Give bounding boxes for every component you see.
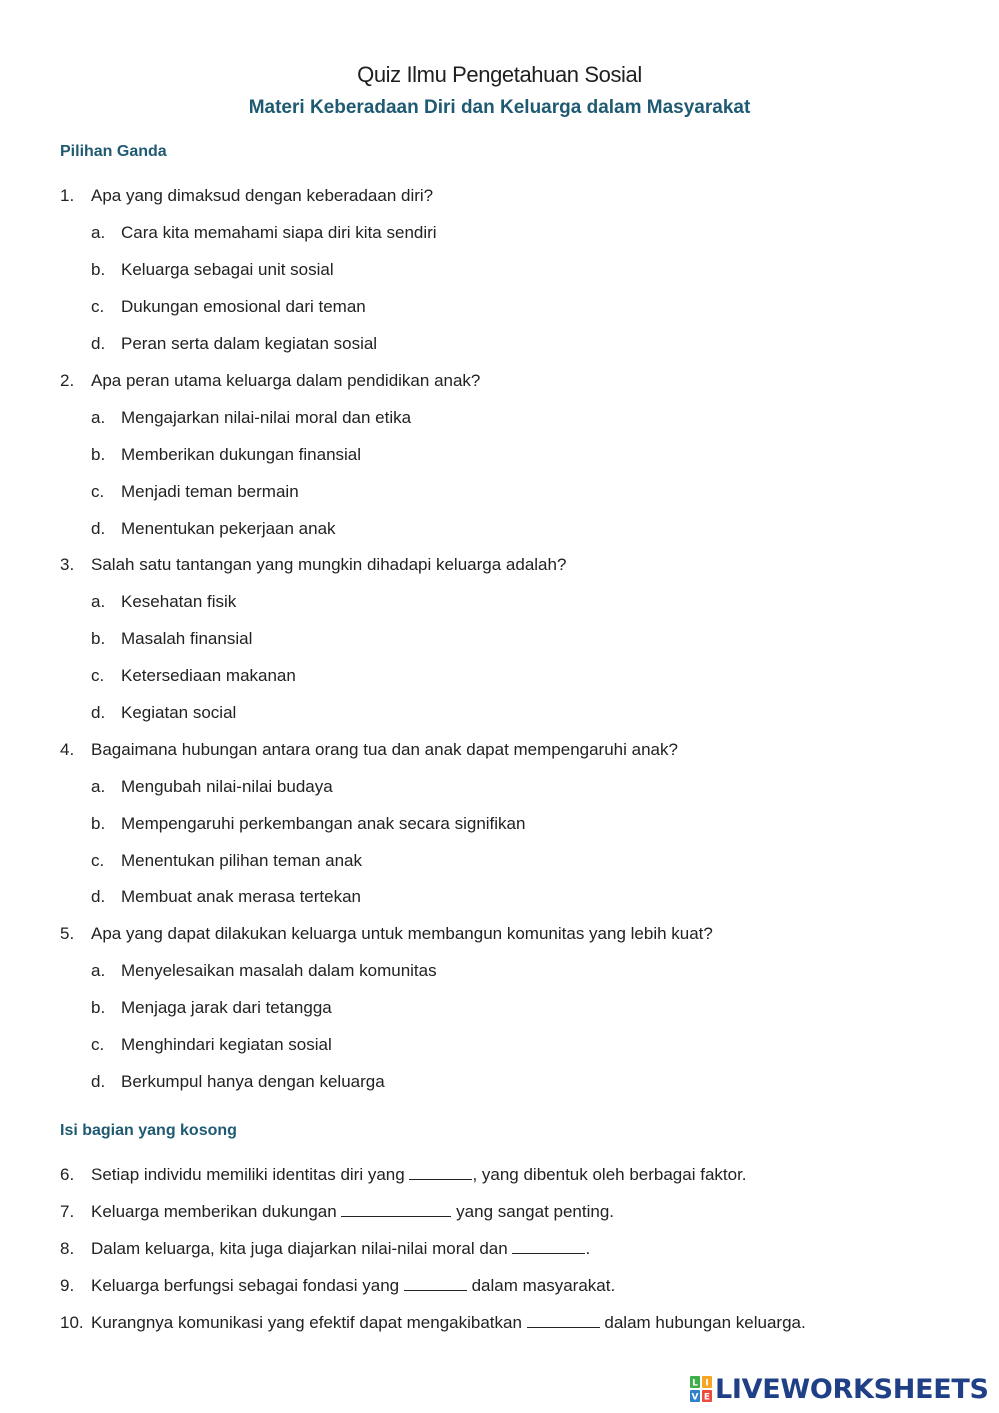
- option-text: Mempengaruhi perkembangan anak secara signifikan: [121, 814, 526, 833]
- question-text: Bagaimana hubungan antara orang tua dan anak dapat mempengaruhi anak?: [91, 740, 678, 759]
- fill-blank-9: [60, 1275, 615, 1297]
- option-letter: b.: [91, 445, 106, 464]
- option-text: Peran serta dalam kegiatan sosial: [121, 334, 378, 353]
- question-text: Apa yang dimaksud dengan keberadaan diri?: [91, 186, 434, 205]
- question-3: [60, 554, 566, 576]
- question-2: [60, 370, 480, 392]
- blank-text-before: Keluarga memberikan dukungan: [91, 1202, 342, 1221]
- option-2c[interactable]: [91, 481, 299, 503]
- option-letter: c.: [91, 666, 105, 685]
- quiz-subtitle: Materi Keberadaan Diri dan Keluarga dalam Masyarakat: [248, 97, 751, 118]
- option-text: Berkumpul hanya dengan keluarga: [121, 1072, 385, 1091]
- blank-input[interactable]: [341, 1202, 451, 1217]
- option-text: Memberikan dukungan finansial: [121, 445, 362, 464]
- question-number: 2.: [60, 371, 75, 390]
- option-letter: b.: [91, 814, 106, 833]
- blank-text-before: Setiap individu memiliki identitas diri yang: [91, 1165, 410, 1184]
- option-3c[interactable]: [91, 665, 296, 687]
- svg-text:L: L: [692, 1378, 698, 1389]
- option-5a[interactable]: [91, 960, 437, 982]
- svg-text:I: I: [705, 1378, 709, 1389]
- blank-text-after: dalam hubungan keluarga.: [599, 1313, 806, 1332]
- option-text: Kesehatan fisik: [121, 592, 237, 611]
- blank-text-after: , yang dibentuk oleh berbagai faktor.: [472, 1165, 747, 1184]
- option-letter: c.: [91, 1035, 105, 1054]
- section-title-multiple-choice: Pilihan Ganda: [60, 143, 167, 160]
- option-1c[interactable]: [91, 296, 366, 318]
- question-number: 5.: [60, 924, 75, 943]
- fill-blank-7: [60, 1201, 614, 1223]
- question-number: 10.: [60, 1313, 84, 1332]
- option-text: Menjaga jarak dari tetangga: [121, 998, 332, 1017]
- option-2d[interactable]: [91, 518, 336, 540]
- question-number: 3.: [60, 555, 75, 574]
- svg-text:V: V: [691, 1392, 699, 1402]
- option-letter: a.: [91, 408, 106, 427]
- option-text: Menjadi teman bermain: [121, 482, 299, 501]
- quiz-title: Quiz Ilmu Pengetahuan Sosial: [357, 62, 642, 87]
- option-1d[interactable]: [91, 333, 377, 355]
- logo-tiles-icon: [690, 1376, 712, 1402]
- option-letter: d.: [91, 703, 106, 722]
- option-text: Cara kita memahami siapa diri kita sendiri: [121, 223, 437, 242]
- question-number: 8.: [60, 1239, 75, 1258]
- blank-text-before: Keluarga berfungsi sebagai fondasi yang: [91, 1276, 404, 1295]
- option-letter: a.: [91, 961, 106, 980]
- option-letter: a.: [91, 223, 106, 242]
- question-number: 9.: [60, 1276, 75, 1295]
- section-title-fill-blank: Isi bagian yang kosong: [60, 1122, 237, 1139]
- option-letter: b.: [91, 998, 106, 1017]
- fill-blank-8: [60, 1238, 590, 1260]
- liveworksheets-logo: [690, 1372, 989, 1406]
- option-5c[interactable]: [91, 1034, 332, 1056]
- option-text: Menyelesaikan masalah dalam komunitas: [121, 961, 437, 980]
- option-5d[interactable]: [91, 1071, 385, 1093]
- fill-blank-10: [60, 1312, 806, 1334]
- option-letter: a.: [91, 777, 106, 796]
- option-4d[interactable]: [91, 886, 361, 908]
- option-3d[interactable]: [91, 702, 236, 724]
- question-1: [60, 185, 433, 207]
- option-text: Membuat anak merasa tertekan: [121, 887, 362, 906]
- question-text: Apa yang dapat dilakukan keluarga untuk membangun komunitas yang lebih kuat?: [91, 924, 713, 943]
- option-text: Mengubah nilai-nilai budaya: [121, 777, 333, 796]
- blank-text-before: Dalam keluarga, kita juga diajarkan nilai-nilai moral dan: [91, 1239, 513, 1258]
- option-text: Kegiatan social: [121, 703, 237, 722]
- option-text: Mengajarkan nilai-nilai moral dan etika: [121, 408, 412, 427]
- question-number: 1.: [60, 186, 75, 205]
- blank-text-after: .: [585, 1239, 591, 1258]
- option-text: Menentukan pekerjaan anak: [121, 519, 336, 538]
- option-letter: b.: [91, 260, 106, 279]
- option-text: Ketersediaan makanan: [121, 666, 296, 685]
- option-letter: c.: [91, 297, 105, 316]
- option-2b[interactable]: [91, 444, 361, 466]
- fill-blank-6: [60, 1164, 747, 1186]
- blank-text-after: dalam masyarakat.: [466, 1276, 616, 1295]
- option-1a[interactable]: [91, 222, 437, 244]
- question-5: [60, 923, 713, 945]
- blank-input[interactable]: [512, 1239, 585, 1254]
- option-letter: a.: [91, 592, 106, 611]
- option-letter: d.: [91, 334, 106, 353]
- option-4b[interactable]: [91, 813, 525, 835]
- option-letter: c.: [91, 851, 105, 870]
- option-letter: d.: [91, 519, 106, 538]
- blank-input[interactable]: [527, 1313, 600, 1328]
- option-letter: d.: [91, 887, 106, 906]
- option-letter: d.: [91, 1072, 106, 1091]
- blank-input[interactable]: [404, 1276, 467, 1291]
- option-4c[interactable]: [91, 850, 362, 872]
- logo-text: LIVEWORKSHEETS: [715, 1373, 989, 1405]
- option-text: Masalah finansial: [121, 629, 253, 648]
- option-3a[interactable]: [91, 591, 236, 613]
- option-text: Menentukan pilihan teman anak: [121, 851, 362, 870]
- option-text: Menghindari kegiatan sosial: [121, 1035, 332, 1054]
- question-4: [60, 739, 678, 761]
- blank-input[interactable]: [409, 1165, 472, 1180]
- option-4a[interactable]: [91, 776, 333, 798]
- option-letter: c.: [91, 482, 105, 501]
- question-text: Apa peran utama keluarga dalam pendidikan anak?: [91, 371, 481, 390]
- option-1b[interactable]: [91, 259, 334, 281]
- blank-text-after: yang sangat penting.: [451, 1202, 615, 1221]
- option-text: Dukungan emosional dari teman: [121, 297, 366, 316]
- blank-text-before: Kurangnya komunikasi yang efektif dapat mengakibatkan: [91, 1313, 527, 1332]
- option-3b[interactable]: [91, 628, 252, 650]
- svg-text:E: E: [703, 1392, 711, 1402]
- question-number: 4.: [60, 740, 75, 759]
- question-number: 6.: [60, 1165, 75, 1184]
- option-text: Keluarga sebagai unit sosial: [121, 260, 334, 279]
- option-letter: b.: [91, 629, 106, 648]
- option-2a[interactable]: [91, 407, 411, 429]
- question-text: Salah satu tantangan yang mungkin dihadapi keluarga adalah?: [91, 555, 567, 574]
- option-5b[interactable]: [91, 997, 332, 1019]
- question-number: 7.: [60, 1202, 75, 1221]
